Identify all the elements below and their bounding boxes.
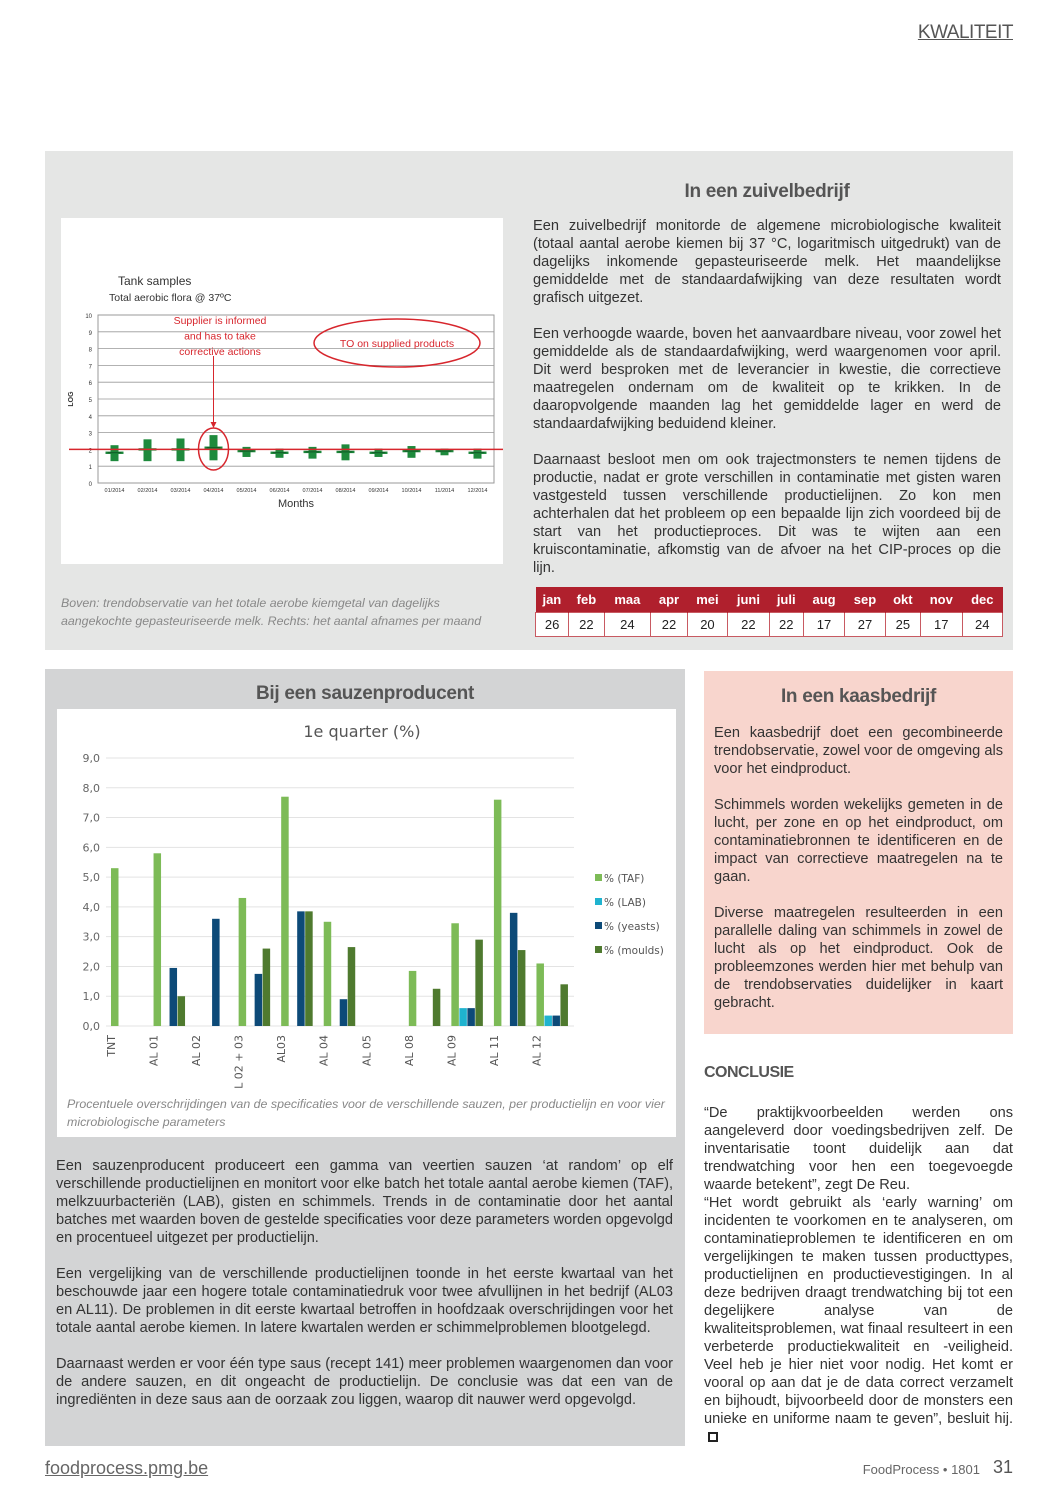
month-header: sep	[845, 587, 885, 612]
svg-text:08/2014: 08/2014	[335, 488, 356, 494]
svg-text:Months: Months	[277, 498, 315, 510]
month-header: juli	[769, 587, 803, 612]
svg-text:1: 1	[88, 465, 92, 472]
svg-text:10/2014: 10/2014	[401, 488, 422, 494]
month-count-row	[536, 612, 1003, 636]
svg-text:0,0: 0,0	[82, 1020, 100, 1033]
sauce-text	[56, 1157, 673, 1427]
cheese-paragraph: Diverse maatregelen resulteerden in een parallelle daling van schimmels in zowel de lucht als op het eindproduct. Ook de probleemzones werden hier met behulp van de trendobservaties duidelijker in kaart gebracht.	[714, 905, 1003, 1011]
svg-text:% (TAF): % (TAF)	[604, 873, 645, 885]
tank-samples-chart	[61, 218, 503, 564]
svg-text:Supplier is informed: Supplier is informed	[173, 315, 267, 327]
dairy-paragraph: Een zuivelbedrijf monitorde de algemene microbiologische kwaliteit (totaal aantal aerobe kiemen bij 37 °C, logaritmisch uitgedrukt) van de dagelijks inkomende gepasteuriseerde melk. Het maandelijkse gemiddelde met de standaardafwijking van deze resultaten wordt grafisch uitgezet.	[533, 218, 1001, 306]
svg-text:% (yeasts): % (yeasts)	[604, 921, 660, 933]
svg-text:% (LAB): % (LAB)	[604, 897, 646, 909]
svg-text:AL 02: AL 02	[190, 1035, 204, 1067]
svg-text:0: 0	[88, 482, 92, 488]
month-count: 22	[769, 612, 803, 636]
dairy-title: In een zuivelbedrijf	[684, 181, 850, 202]
svg-text:8: 8	[88, 347, 92, 354]
month-header: dec	[962, 587, 1002, 612]
svg-text:8,0: 8,0	[82, 781, 100, 795]
svg-text:9: 9	[88, 330, 92, 337]
month-header: aug	[803, 587, 845, 612]
svg-text:AL 05: AL 05	[360, 1035, 374, 1067]
samples-per-month-table	[535, 587, 1003, 637]
month-header: nov	[921, 587, 963, 612]
conclusion-section	[704, 1064, 1013, 1446]
tank-samples-chart-svg	[61, 218, 503, 564]
page-number: 31	[992, 1457, 1013, 1477]
svg-text:AL 11: AL 11	[487, 1035, 501, 1067]
month-header-row	[536, 587, 1003, 612]
svg-text:AL 02 + 03: AL 02 + 03	[232, 1035, 246, 1089]
month-count: 22	[651, 612, 688, 636]
sauce-section	[45, 669, 685, 1446]
svg-text:7,0: 7,0	[82, 811, 100, 825]
svg-text:AL 04: AL 04	[317, 1035, 331, 1067]
end-of-article-icon	[708, 1432, 718, 1442]
conclusion-title: CONCLUSIE	[704, 1064, 794, 1081]
svg-text:09/2014: 09/2014	[368, 488, 389, 494]
conclusion-paragraph	[704, 1194, 1013, 1446]
conclusion-paragraph-text: “Het wordt gebruikt als ‘early warning’ om incidenten te voorkomen en te analyseren, om contaminatieproblemen te identificeren en om vergelijkingen te maken tussen producttypes, productielijnen en productievestigingen. In al deze bedrijven draagt trendwatching bij tot een degelijkere analyse van de kwaliteitsproblemen, wat finaal resulteert in een verbeterde productiekwaliteit en -veiligheid. Veel heb je hier niet voor nodig. Het komt er vooral op aan dat je de data correct verzamelt en bijhoudt, bijvoorbeeld door de monsters een unieke en uniforme naam te geven”, besluit hij.	[704, 1195, 1013, 1427]
month-count: 24	[962, 612, 1002, 636]
svg-text:TNT: TNT	[105, 1035, 118, 1057]
svg-text:4,0: 4,0	[82, 900, 100, 914]
svg-text:10: 10	[85, 314, 92, 320]
month-count: 22	[569, 612, 604, 636]
sauce-paragraph: Een vergelijking van de verschillende productielijnen toonde in het eerste kwartaal van het beschouwde jaar een hogere totale contaminatiedruk voor twee afvullijnen in het bedrijf (AL03 en AL11). De problemen in dit eerste kwartaal betroffen in hoofdzaak overschrijdingen voor het totale aantal aerobe kiemen. In latere kwartalen werden er schimmelproblemen blootgelegd.	[56, 1266, 673, 1336]
month-count: 17	[921, 612, 963, 636]
month-header: feb	[569, 587, 604, 612]
sauce-paragraph: Daarnaast werden er voor één type saus (recept 141) meer problemen waargenomen dan voor de andere sauzen, en dit ongeacht de productielijn. De conclusie was dat een van de ingrediënten in deze saus aan de oorzaak zou liggen, waarop dit nauwer werd opgevolgd.	[56, 1356, 673, 1408]
cheese-title: In een kaasbedrijf	[780, 686, 937, 707]
svg-text:Tank samples: Tank samples	[118, 274, 192, 288]
section-tag: KWALITEIT	[917, 22, 1013, 43]
svg-text:02/2014: 02/2014	[137, 488, 158, 494]
svg-text:3,0: 3,0	[82, 930, 100, 944]
sauce-caption: Procentuele overschrijdingen van de specificaties voor de verschillende sauzen, per productielijn en voor vier microbiologische parameters	[67, 1097, 665, 1129]
month-count: 24	[604, 612, 651, 636]
month-count: 17	[803, 612, 845, 636]
magazine-issue: FoodProcess • 1801	[862, 1462, 980, 1477]
svg-text:7: 7	[88, 364, 92, 371]
svg-text:6: 6	[88, 381, 92, 388]
dairy-paragraph: Een verhoogde waarde, boven het aanvaardbare niveau, voor zowel het gemiddelde als de standaardafwijking, werd waargenomen voor april. Dit werd besproken met de leverancier in kwestie, die correctieve maatregelen ondernam om de kwaliteit op te krikken. In de daaropvolgende maanden lag het gemiddelde lager en werd de standaardafwijking beduidend kleiner.	[533, 326, 1001, 432]
svg-text:4: 4	[88, 414, 92, 421]
cheese-paragraph: Een kaasbedrijf doet een gecombineerde trendobservatie, zowel voor de omgeving als voor het eindproduct.	[714, 725, 1003, 777]
svg-text:AL 08: AL 08	[402, 1035, 416, 1067]
svg-text:AL03: AL03	[275, 1035, 289, 1063]
svg-text:01/2014: 01/2014	[104, 488, 125, 494]
month-count: 22	[728, 612, 770, 636]
month-header: okt	[885, 587, 920, 612]
svg-text:3: 3	[88, 431, 92, 438]
svg-text:05/2014: 05/2014	[236, 488, 257, 494]
cheese-paragraph: Schimmels worden wekelijks gemeten in de lucht, per zone en op het eindproduct, om contaminatiebronnen te identificeren en de impact van correctieve maatregelen na te gaan.	[714, 797, 1003, 885]
svg-text:6,0: 6,0	[82, 841, 100, 855]
dairy-section	[45, 151, 1013, 650]
svg-text:04/2014: 04/2014	[203, 488, 224, 494]
month-header: apr	[651, 587, 688, 612]
svg-text:07/2014: 07/2014	[302, 488, 323, 494]
svg-text:TO on supplied products: TO on supplied products	[339, 338, 455, 350]
month-header: mei	[687, 587, 727, 612]
svg-text:AL 09: AL 09	[445, 1035, 459, 1067]
svg-text:06/2014: 06/2014	[269, 488, 290, 494]
svg-text:2,0: 2,0	[82, 960, 100, 974]
sauce-title: Bij een sauzenproducent	[256, 683, 474, 704]
svg-text:Total aerobic flora @ 37ºC: Total aerobic flora @ 37ºC	[109, 292, 232, 304]
dairy-caption: Boven: trendobservatie van het totale aerobe kiemgetal van dagelijks aangekochte gepasteuriseerde melk. Rechts: het aantal afnames per maand	[61, 596, 482, 628]
sauce-paragraph: Een sauzenproducent produceert een gamma van veertien sauzen ‘at random’ op elf verschillende productielijnen en monitort voor elke batch het totale aantal aerobe kiemen (TAF), melkzuurbacteriën (LAB), gisten en schimmels. Trends in de contaminatie door het aantal batches met waarden boven de gestelde specificaties voor deze parameters worden opgevolgd en procentueel uitgezet per productielijn.	[56, 1158, 673, 1246]
svg-text:03/2014: 03/2014	[170, 488, 191, 494]
svg-text:1,0: 1,0	[82, 990, 100, 1004]
svg-text:9,0: 9,0	[82, 752, 100, 765]
conclusion-paragraph: “De praktijkvoorbeelden werden ons aangeleverd door voedingsbedrijven zelf. De inventarisatie toont duidelijk aan dat trendwatching voor hen een toegevoegde waarde betekent”, zegt De Reu.	[704, 1105, 1013, 1193]
month-count: 20	[687, 612, 727, 636]
month-header: juni	[728, 587, 770, 612]
svg-text:12/2014: 12/2014	[467, 488, 488, 494]
cheese-section	[704, 671, 1013, 1034]
month-header: maa	[604, 587, 651, 612]
svg-text:and has to take: and has to take	[184, 330, 256, 343]
svg-text:2: 2	[88, 448, 92, 455]
website-link[interactable]: foodprocess.pmg.be	[45, 1458, 209, 1478]
svg-text:1e quarter (%): 1e quarter (%)	[303, 722, 421, 741]
month-count: 25	[885, 612, 920, 636]
svg-text:% (moulds): % (moulds)	[604, 945, 664, 957]
svg-text:LOG: LOG	[68, 391, 75, 407]
svg-text:5,0: 5,0	[82, 871, 100, 885]
dairy-paragraph: Daarnaast besloot men om ook trajectmonsters te nemen tijdens de productie, nadat er grote verschillen in contaminatie met gisten waren vastgesteld tussen verschillende productielijnen. Zo kon men achterhalen dat het probleem op een bepaalde lijn zich voordeed bij de start van het productieproces. Dit was te wijten aan een kruiscontaminatie, afkomstig van de afvoer na het CIP-proces op die lijn.	[533, 452, 1001, 576]
month-count: 27	[845, 612, 885, 636]
svg-text:AL 12: AL 12	[530, 1035, 544, 1067]
quarter-chart	[57, 709, 676, 1137]
quarter-chart-svg	[57, 709, 676, 1089]
month-count: 26	[536, 612, 569, 636]
svg-text:5: 5	[88, 398, 92, 404]
month-header: jan	[536, 587, 569, 612]
svg-text:11/2014: 11/2014	[434, 488, 455, 494]
dairy-text	[533, 181, 1001, 595]
svg-text:corrective actions: corrective actions	[179, 346, 261, 358]
svg-text:AL 01: AL 01	[147, 1035, 161, 1067]
